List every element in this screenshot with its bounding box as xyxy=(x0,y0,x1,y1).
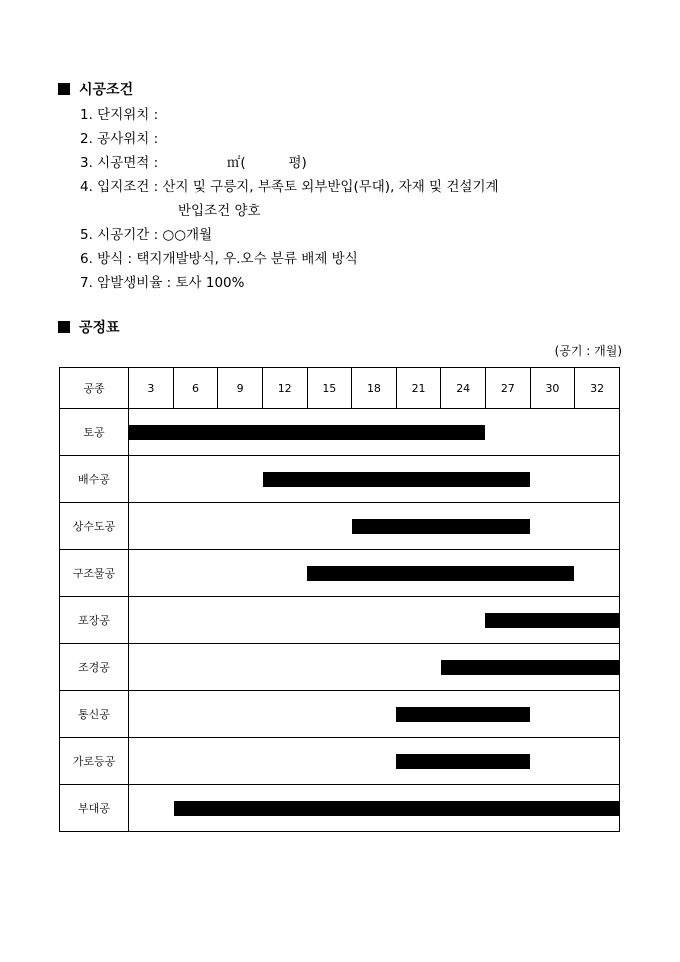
task-row xyxy=(60,785,620,832)
task-name: 포장공 xyxy=(60,597,129,644)
task-row xyxy=(60,644,620,691)
task-name: 통신공 xyxy=(60,691,129,738)
condition-item: 7. 암발생비율 : 토사 100% xyxy=(80,275,245,291)
gantt-header-row xyxy=(60,368,620,409)
condition-item: 4. 입지조건 : 산지 및 구릉지, 부족토 외부반입(무대), 자재 및 건설기계 xyxy=(80,179,499,195)
schedule-bar xyxy=(129,425,485,440)
month-header: 18 xyxy=(352,368,397,409)
task-timeline xyxy=(129,409,620,456)
task-name: 토공 xyxy=(60,409,129,456)
task-name: 구조물공 xyxy=(60,550,129,597)
task-name: 가로등공 xyxy=(60,738,129,785)
month-header: 24 xyxy=(441,368,486,409)
task-timeline xyxy=(129,503,620,550)
task-row xyxy=(60,409,620,456)
condition-item: 1. 단지위치 : xyxy=(80,107,159,123)
condition-item: 3. 시공면적 : ㎡( 평) xyxy=(80,155,307,171)
task-timeline xyxy=(129,738,620,785)
task-row xyxy=(60,597,620,644)
task-timeline xyxy=(129,597,620,644)
schedule-bar xyxy=(485,613,619,628)
month-header: 27 xyxy=(486,368,531,409)
task-timeline xyxy=(129,785,620,832)
task-row xyxy=(60,503,620,550)
schedule-bar xyxy=(174,801,619,816)
task-timeline xyxy=(129,456,620,503)
task-row xyxy=(60,738,620,785)
task-timeline xyxy=(129,644,620,691)
schedule-bar xyxy=(263,472,530,487)
period-note: (공기 : 개월) xyxy=(554,344,622,358)
conditions-heading xyxy=(58,79,133,99)
task-row xyxy=(60,550,620,597)
conditions-list xyxy=(80,103,499,295)
task-name: 배수공 xyxy=(60,456,129,503)
task-name: 부대공 xyxy=(60,785,129,832)
conditions-heading-text: 시공조건 xyxy=(79,82,134,98)
month-header: 15 xyxy=(307,368,352,409)
month-header: 3 xyxy=(129,368,174,409)
gantt-header-label: 공종 xyxy=(60,368,129,409)
task-name: 조경공 xyxy=(60,644,129,691)
gantt-table xyxy=(59,367,620,832)
square-bullet-icon xyxy=(58,83,70,95)
month-header: 9 xyxy=(218,368,263,409)
month-header: 6 xyxy=(173,368,218,409)
month-header: 32 xyxy=(575,368,620,409)
condition-item: 2. 공사위치 : xyxy=(80,131,159,147)
condition-item-continuation: 반입조건 양호 xyxy=(178,203,261,219)
month-header: 12 xyxy=(262,368,307,409)
condition-item: 6. 방식 : 택지개발방식, 우.오수 분류 배제 방식 xyxy=(80,251,358,267)
task-name: 상수도공 xyxy=(60,503,129,550)
schedule-bar xyxy=(396,707,530,722)
schedule-bar xyxy=(441,660,619,675)
month-header: 30 xyxy=(530,368,575,409)
schedule-bar xyxy=(396,754,530,769)
task-row xyxy=(60,456,620,503)
month-header: 21 xyxy=(396,368,441,409)
square-bullet-icon xyxy=(58,321,70,333)
schedule-bar xyxy=(352,519,530,534)
schedule-heading-text: 공정표 xyxy=(79,320,120,336)
task-timeline xyxy=(129,550,620,597)
schedule-heading xyxy=(58,317,120,337)
task-row xyxy=(60,691,620,738)
task-timeline xyxy=(129,691,620,738)
schedule-bar xyxy=(307,566,574,581)
gantt-body xyxy=(60,409,620,832)
condition-item: 5. 시공기간 : ○○개월 xyxy=(80,227,213,243)
